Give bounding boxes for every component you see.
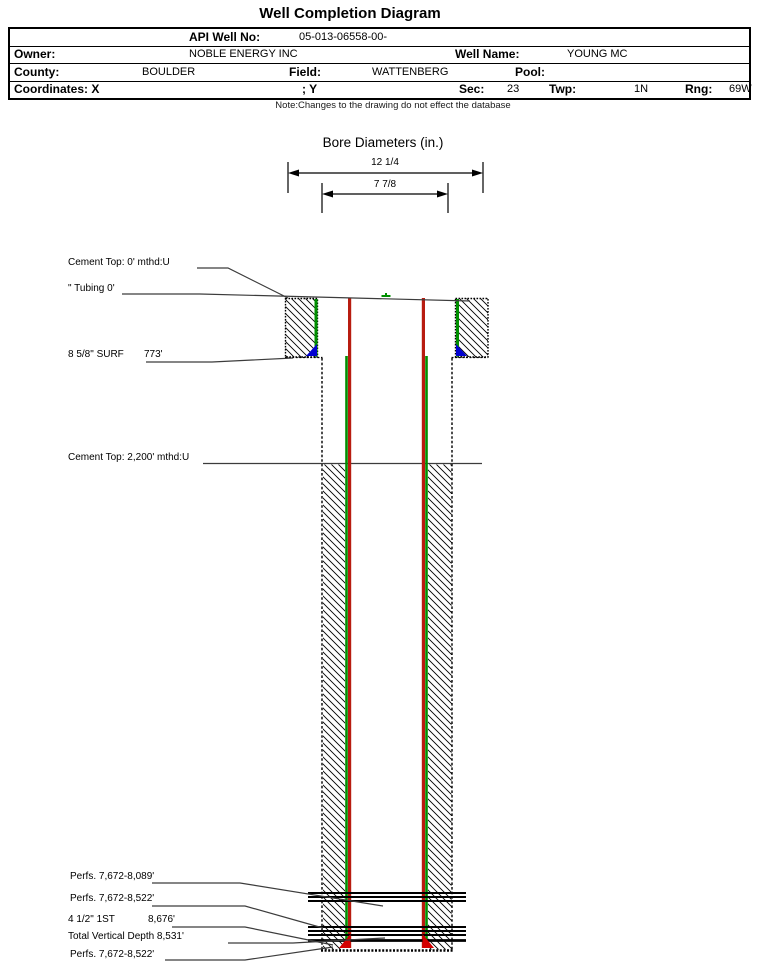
api-well-no-value: 05-013-06558-00- [299,30,388,43]
sec-label: Sec: [459,82,485,96]
inner-diameter-dimension [322,183,448,213]
leader-lines [122,268,470,960]
outer-bore-diameter-label: 12 1/4 [371,157,399,168]
county-value: BOULDER [142,65,196,78]
note-text: Note:Changes to the drawing do not effect the database [275,100,511,111]
bore-diameters-title: Bore Diameters (in.) [322,135,444,150]
surface-casing-depth: 773' [144,349,163,360]
tubing-right [422,298,425,948]
total-vertical-depth-label: Total Vertical Depth 8,531' [68,931,184,942]
tubing-label: " Tubing 0' [68,283,115,294]
rng-value: 69W [729,83,752,95]
cement-top-surface-label: Cement Top: 0' mthd:U [68,257,170,268]
owner-label: Owner: [14,47,56,61]
surface-casing-right [456,299,489,358]
tubing-left [348,298,351,948]
field-label: Field: [289,64,321,79]
perfs-middle-label: Perfs. 7,672-8,522' [70,893,155,904]
pool-label: Pool: [515,64,545,79]
perfs-lower-label: Perfs. 7,672-8,522' [70,949,155,960]
production-casing-depth: 8,676' [148,914,175,925]
coordinates-label: Coordinates: X [14,82,100,96]
rng-label: Rng: [685,82,713,96]
well-name-label: Well Name: [455,47,520,61]
surface-casing-label [68,349,163,360]
api-well-no-label: API Well No: [189,29,261,44]
owner-value: NOBLE ENERGY INC [189,48,298,60]
sec-value: 23 [507,83,520,95]
production-casing-right [425,356,428,948]
twp-label: Twp: [549,82,577,96]
page-title: Well Completion Diagram [259,5,441,22]
surface-casing-size: 8 5/8" SURF [68,349,124,360]
tubing-top-marker [382,293,391,297]
inner-bore-diameter-label: 7 7/8 [373,179,397,190]
production-casing-label [68,914,175,925]
outer-diameter-dimension [288,162,483,193]
cement-top-production-label: Cement Top: 2,200' mthd:U [68,452,190,463]
production-casing-size: 4 1/2" 1ST [68,914,115,925]
perfs-upper-label: Perfs. 7,672-8,089' [70,871,155,882]
cement-annulus-right [428,465,452,950]
field-value: WATTENBERG [372,65,449,78]
coord-y-label: ; Y [302,82,318,96]
surface-casing-left [286,299,318,358]
twp-value: 1N [634,83,649,95]
production-casing-left [345,356,348,948]
cement-annulus-left [323,465,345,950]
well-name-value: YOUNG MC [567,48,628,60]
county-label: County: [14,64,60,79]
